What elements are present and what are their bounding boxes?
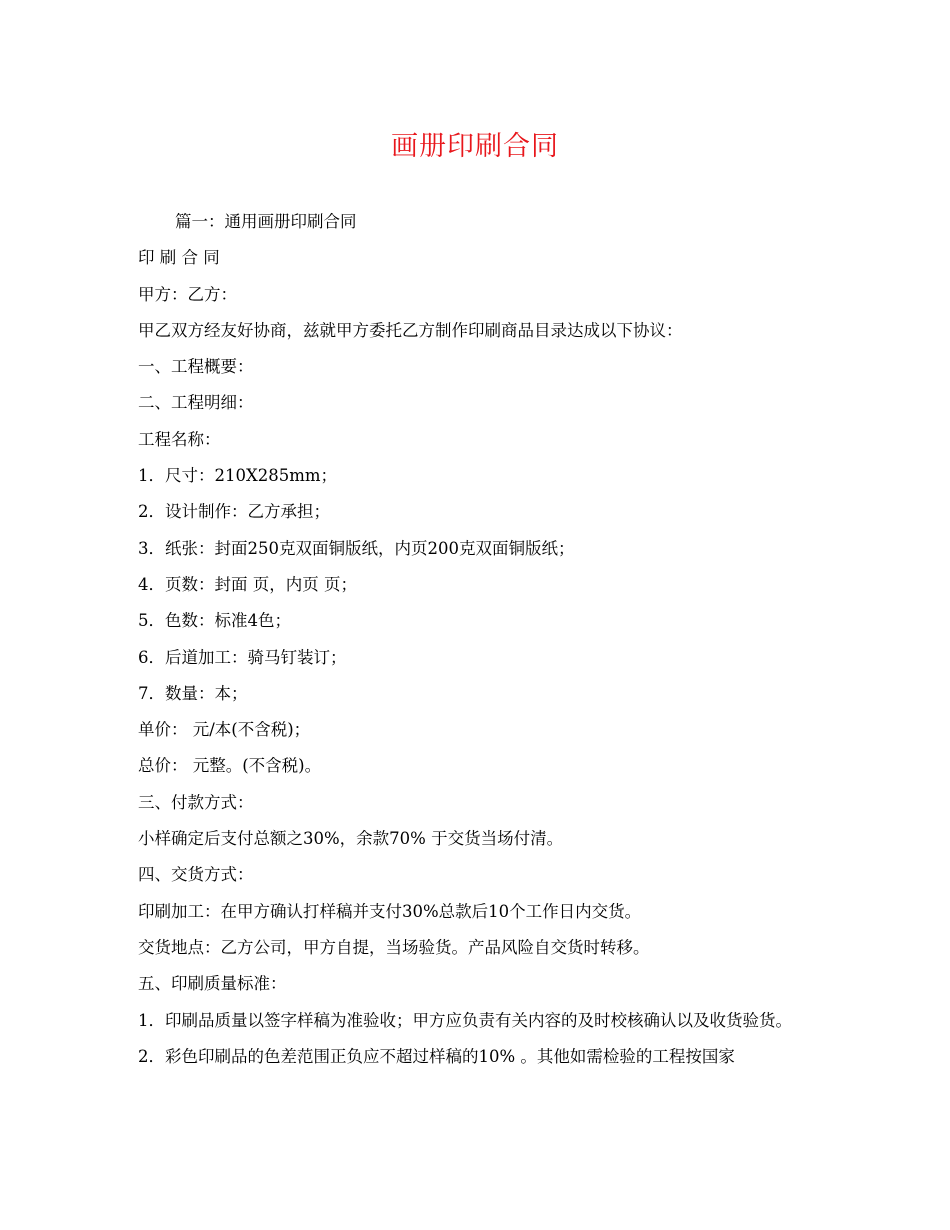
document-title: 画册印刷合同 xyxy=(391,131,559,162)
spec-item: 7．数量：本； xyxy=(138,683,248,703)
clause-heading: 四、交货方式： xyxy=(138,865,254,885)
clause-heading: 五、印刷质量标准： xyxy=(138,974,287,994)
spec-item: 1．尺寸：210X285mm； xyxy=(138,466,338,486)
spec-item: 2．设计制作：乙方承担； xyxy=(138,502,330,522)
quality-item: 1．印刷品质量以签字样稿为准验收；甲方应负责有关内容的及时校核确认以及收货验货。 xyxy=(138,1010,792,1030)
delivery-terms: 印刷加工：在甲方确认打样稿并支付30%总款后10个工作日内交货。 xyxy=(138,901,642,921)
quality-item: 2．彩色印刷品的色差范围正负应不超过样稿的10% 。其他如需检验的工程按国家 xyxy=(138,1046,735,1066)
section-heading: 篇一：通用画册印刷合同 xyxy=(175,212,357,231)
unit-price-line: 单价： 元/本(不含税)； xyxy=(138,720,311,740)
spec-item: 4．页数：封面 页，内页 页； xyxy=(138,574,357,594)
delivery-location: 交货地点：乙方公司，甲方自提，当场验货。产品风险自交货时转移。 xyxy=(138,937,650,957)
parties-line: 甲方：乙方： xyxy=(138,284,237,304)
spec-item: 5．色数：标准4色； xyxy=(138,611,291,631)
clause-heading: 三、付款方式： xyxy=(138,792,254,812)
spec-item: 6．后道加工：骑马钉装订； xyxy=(138,647,347,667)
document-body xyxy=(138,204,813,1075)
spec-item: 3．纸张：封面250克双面铜版纸，内页200克双面铜版纸； xyxy=(138,538,575,558)
contract-heading: 印 刷 合 同 xyxy=(138,248,220,268)
agreement-intro: 甲乙双方经友好协商，兹就甲方委托乙方制作印刷商品目录达成以下协议： xyxy=(138,320,683,340)
clause-heading: 二、工程明细： xyxy=(138,393,254,413)
project-name-line: 工程名称： xyxy=(138,429,221,449)
total-price-line: 总价： 元整。(不含税)。 xyxy=(138,756,322,776)
clause-heading: 一、工程概要： xyxy=(138,357,254,377)
payment-terms: 小样确定后支付总额之30%，余款70% 于交货当场付清。 xyxy=(138,829,564,849)
